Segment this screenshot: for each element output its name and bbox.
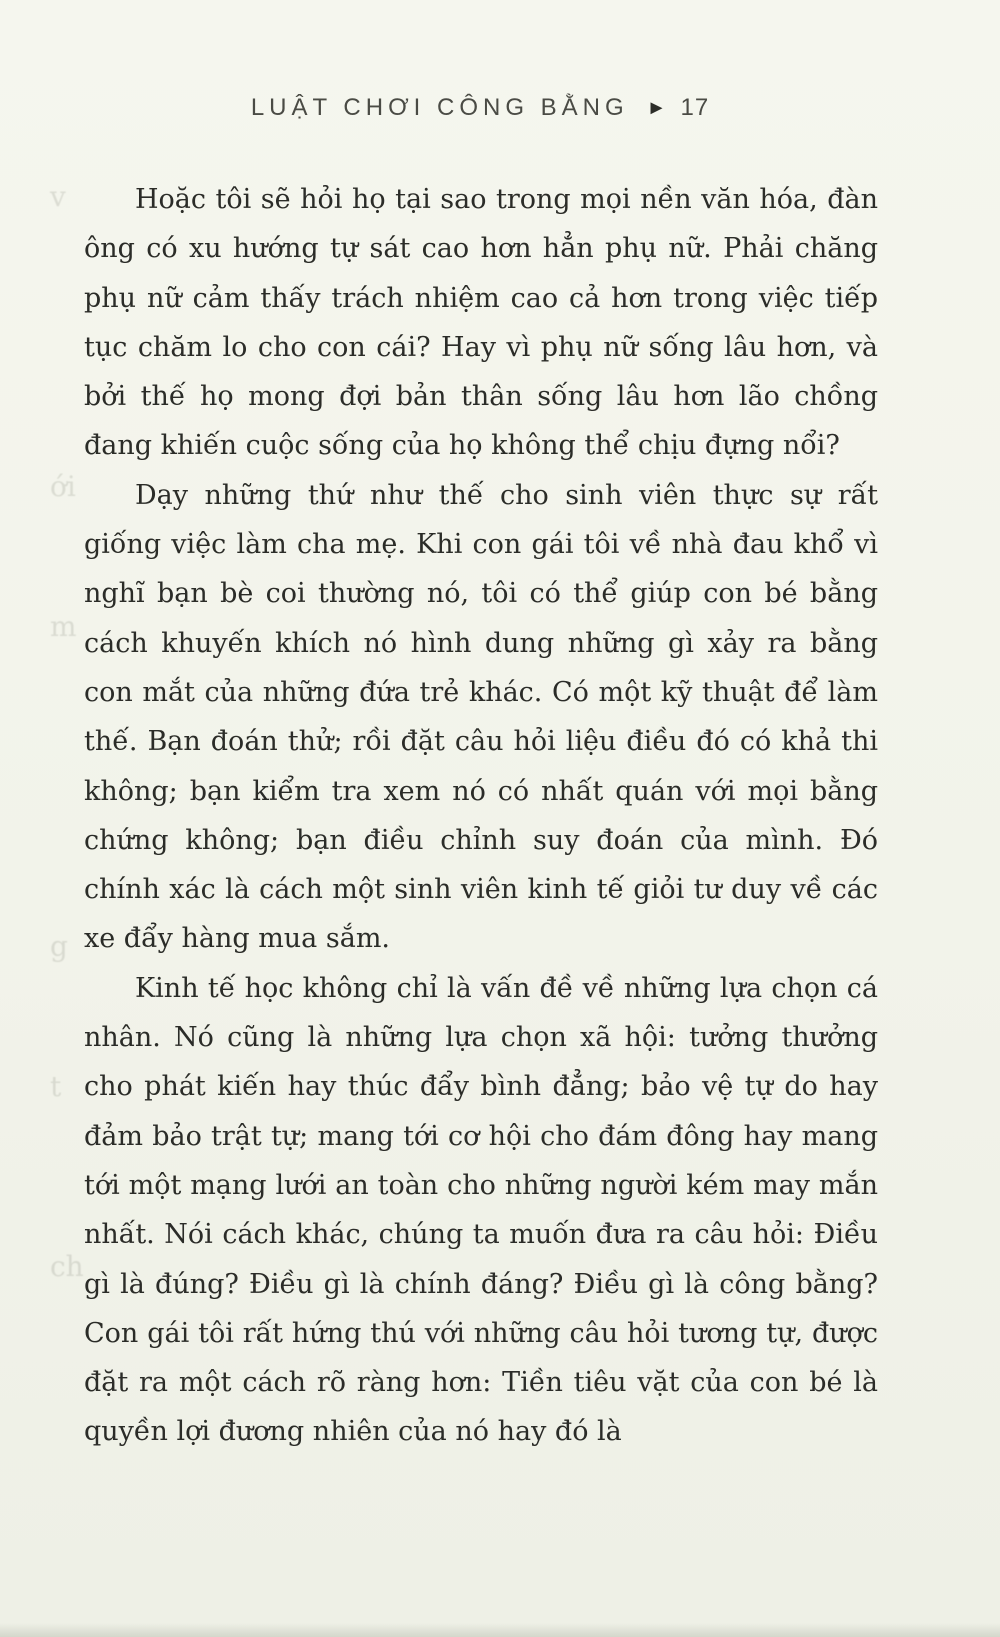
show-through-text: v ới m g t ch — [50, 180, 84, 1283]
page-bottom-edge — [0, 1623, 1000, 1637]
paragraph: Kinh tế học không chỉ là vấn đề về những lựa chọn cá nhân. Nó cũng là những lựa chọn xã hội: tưởng thưởng cho phát kiến hay thúc đẩy bình đẳng; bảo vệ tự do hay đảm bảo trật tự; mang tới cơ hội cho đám đông hay mang tới một mạng lưới an toàn cho những người kém may mắn nhất. Nói cách khác, chúng ta muốn đưa ra câu hỏi: Điều gì là đúng? Điều gì là chính đáng? Điều gì là công bằng? Con gái tôi rất hứng thú với những câu hỏi tương tự, được đặt ra một cách rõ ràng hơn: Tiền tiêu vặt của con bé là quyền lợi đương nhiên của nó hay đó là — [84, 972, 878, 1448]
arrow-icon: ► — [646, 96, 667, 119]
paragraph: Hoặc tôi sẽ hỏi họ tại sao trong mọi nền văn hóa, đàn ông có xu hướng tự sát cao hơn hẳn phụ nữ. Phải chăng phụ nữ cảm thấy trách nhiệm cao cả hơn trong việc tiếp tục chăm lo cho con cái? Hay vì phụ nữ sống lâu hơn, và bởi thế họ mong đợi bản thân sống lâu hơn lão chồng đang khiến cuộc sống của họ không thể chịu đựng nổi? — [84, 184, 878, 462]
running-header — [0, 94, 980, 122]
paragraph: Dạy những thứ như thế cho sinh viên thực sự rất giống việc làm cha mẹ. Khi con gái tôi về nhà đau khổ vì nghĩ bạn bè coi thường nó, tôi có thể giúp con bé bằng cách khuyến khích nó hình dung những gì xảy ra bằng con mắt của những đứa trẻ khác. Có một kỹ thuật để làm thế. Bạn đoán thử; rồi đặt câu hỏi liệu điều đó có khả thi không; bạn kiểm tra xem nó có nhất quán với mọi bằng chứng không; bạn điều chỉnh suy đoán của mình. Đó chính xác là cách một sinh viên kinh tế giỏi tư duy về các xe đẩy hàng mua sắm. — [84, 479, 878, 955]
body-text — [84, 175, 878, 1457]
page-number: 17 — [680, 94, 710, 121]
chapter-title: LUẬT CHƠI CÔNG BẰNG — [250, 94, 629, 121]
